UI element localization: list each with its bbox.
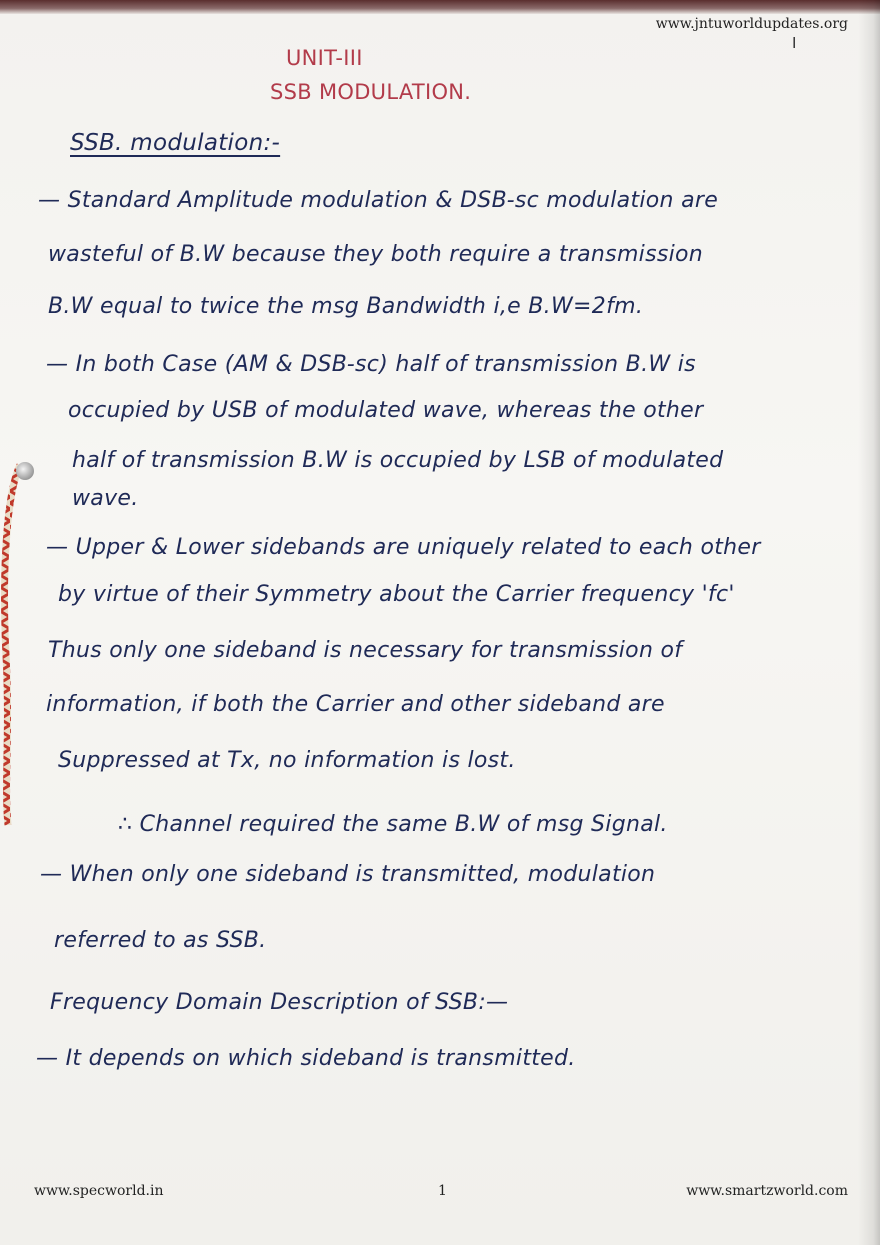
note-line: wasteful of B.W because they both require a transmission: [48, 242, 704, 267]
note-line: Thus only one sideband is necessary for transmission of: [48, 638, 683, 663]
page-right-shadow: [858, 0, 880, 1245]
note-line: — Standard Amplitude modulation & DSB-sc modulation are: [38, 188, 719, 213]
subject-title: SSB MODULATION.: [270, 80, 472, 104]
note-line: B.W equal to twice the msg Bandwidth i,e B.W=2fm.: [48, 294, 644, 319]
page-top-edge: [0, 0, 880, 14]
binding-thread-icon: [0, 455, 28, 835]
note-line: half of transmission B.W is occupied by LSB of modulated: [72, 448, 724, 473]
note-line: — In both Case (AM & DSB-sc) half of transmission B.W is: [46, 352, 696, 377]
header-mark: I: [792, 34, 797, 52]
unit-title: UNIT-III: [286, 46, 363, 70]
note-line: — Upper & Lower sidebands are uniquely related to each other: [46, 535, 761, 560]
note-line: referred to as SSB.: [54, 928, 267, 953]
note-line: — When only one sideband is transmitted, modulation: [40, 862, 656, 887]
footer-left-url[interactable]: www.specworld.in: [34, 1183, 164, 1199]
binding-pin-icon: [16, 462, 34, 480]
note-line: information, if both the Carrier and other sideband are: [46, 692, 665, 717]
section-heading: [70, 130, 280, 156]
note-line: wave.: [72, 486, 139, 511]
footer-right-url[interactable]: www.smartzworld.com: [686, 1183, 848, 1199]
header-url[interactable]: www.jntuworldupdates.org: [655, 16, 848, 32]
section-heading-text: SSB. modulation:-: [70, 130, 281, 156]
page-number: 1: [438, 1183, 447, 1199]
note-line: by virtue of their Symmetry about the Carrier frequency 'fc': [58, 582, 735, 607]
note-line: occupied by USB of modulated wave, whereas the other: [68, 398, 704, 423]
note-line: Suppressed at Tx, no information is lost.: [58, 748, 516, 773]
note-line: ∴ Channel required the same B.W of msg Signal.: [118, 812, 668, 837]
note-line: Frequency Domain Description of SSB:—: [50, 990, 509, 1015]
note-line: — It depends on which sideband is transmitted.: [36, 1046, 576, 1071]
